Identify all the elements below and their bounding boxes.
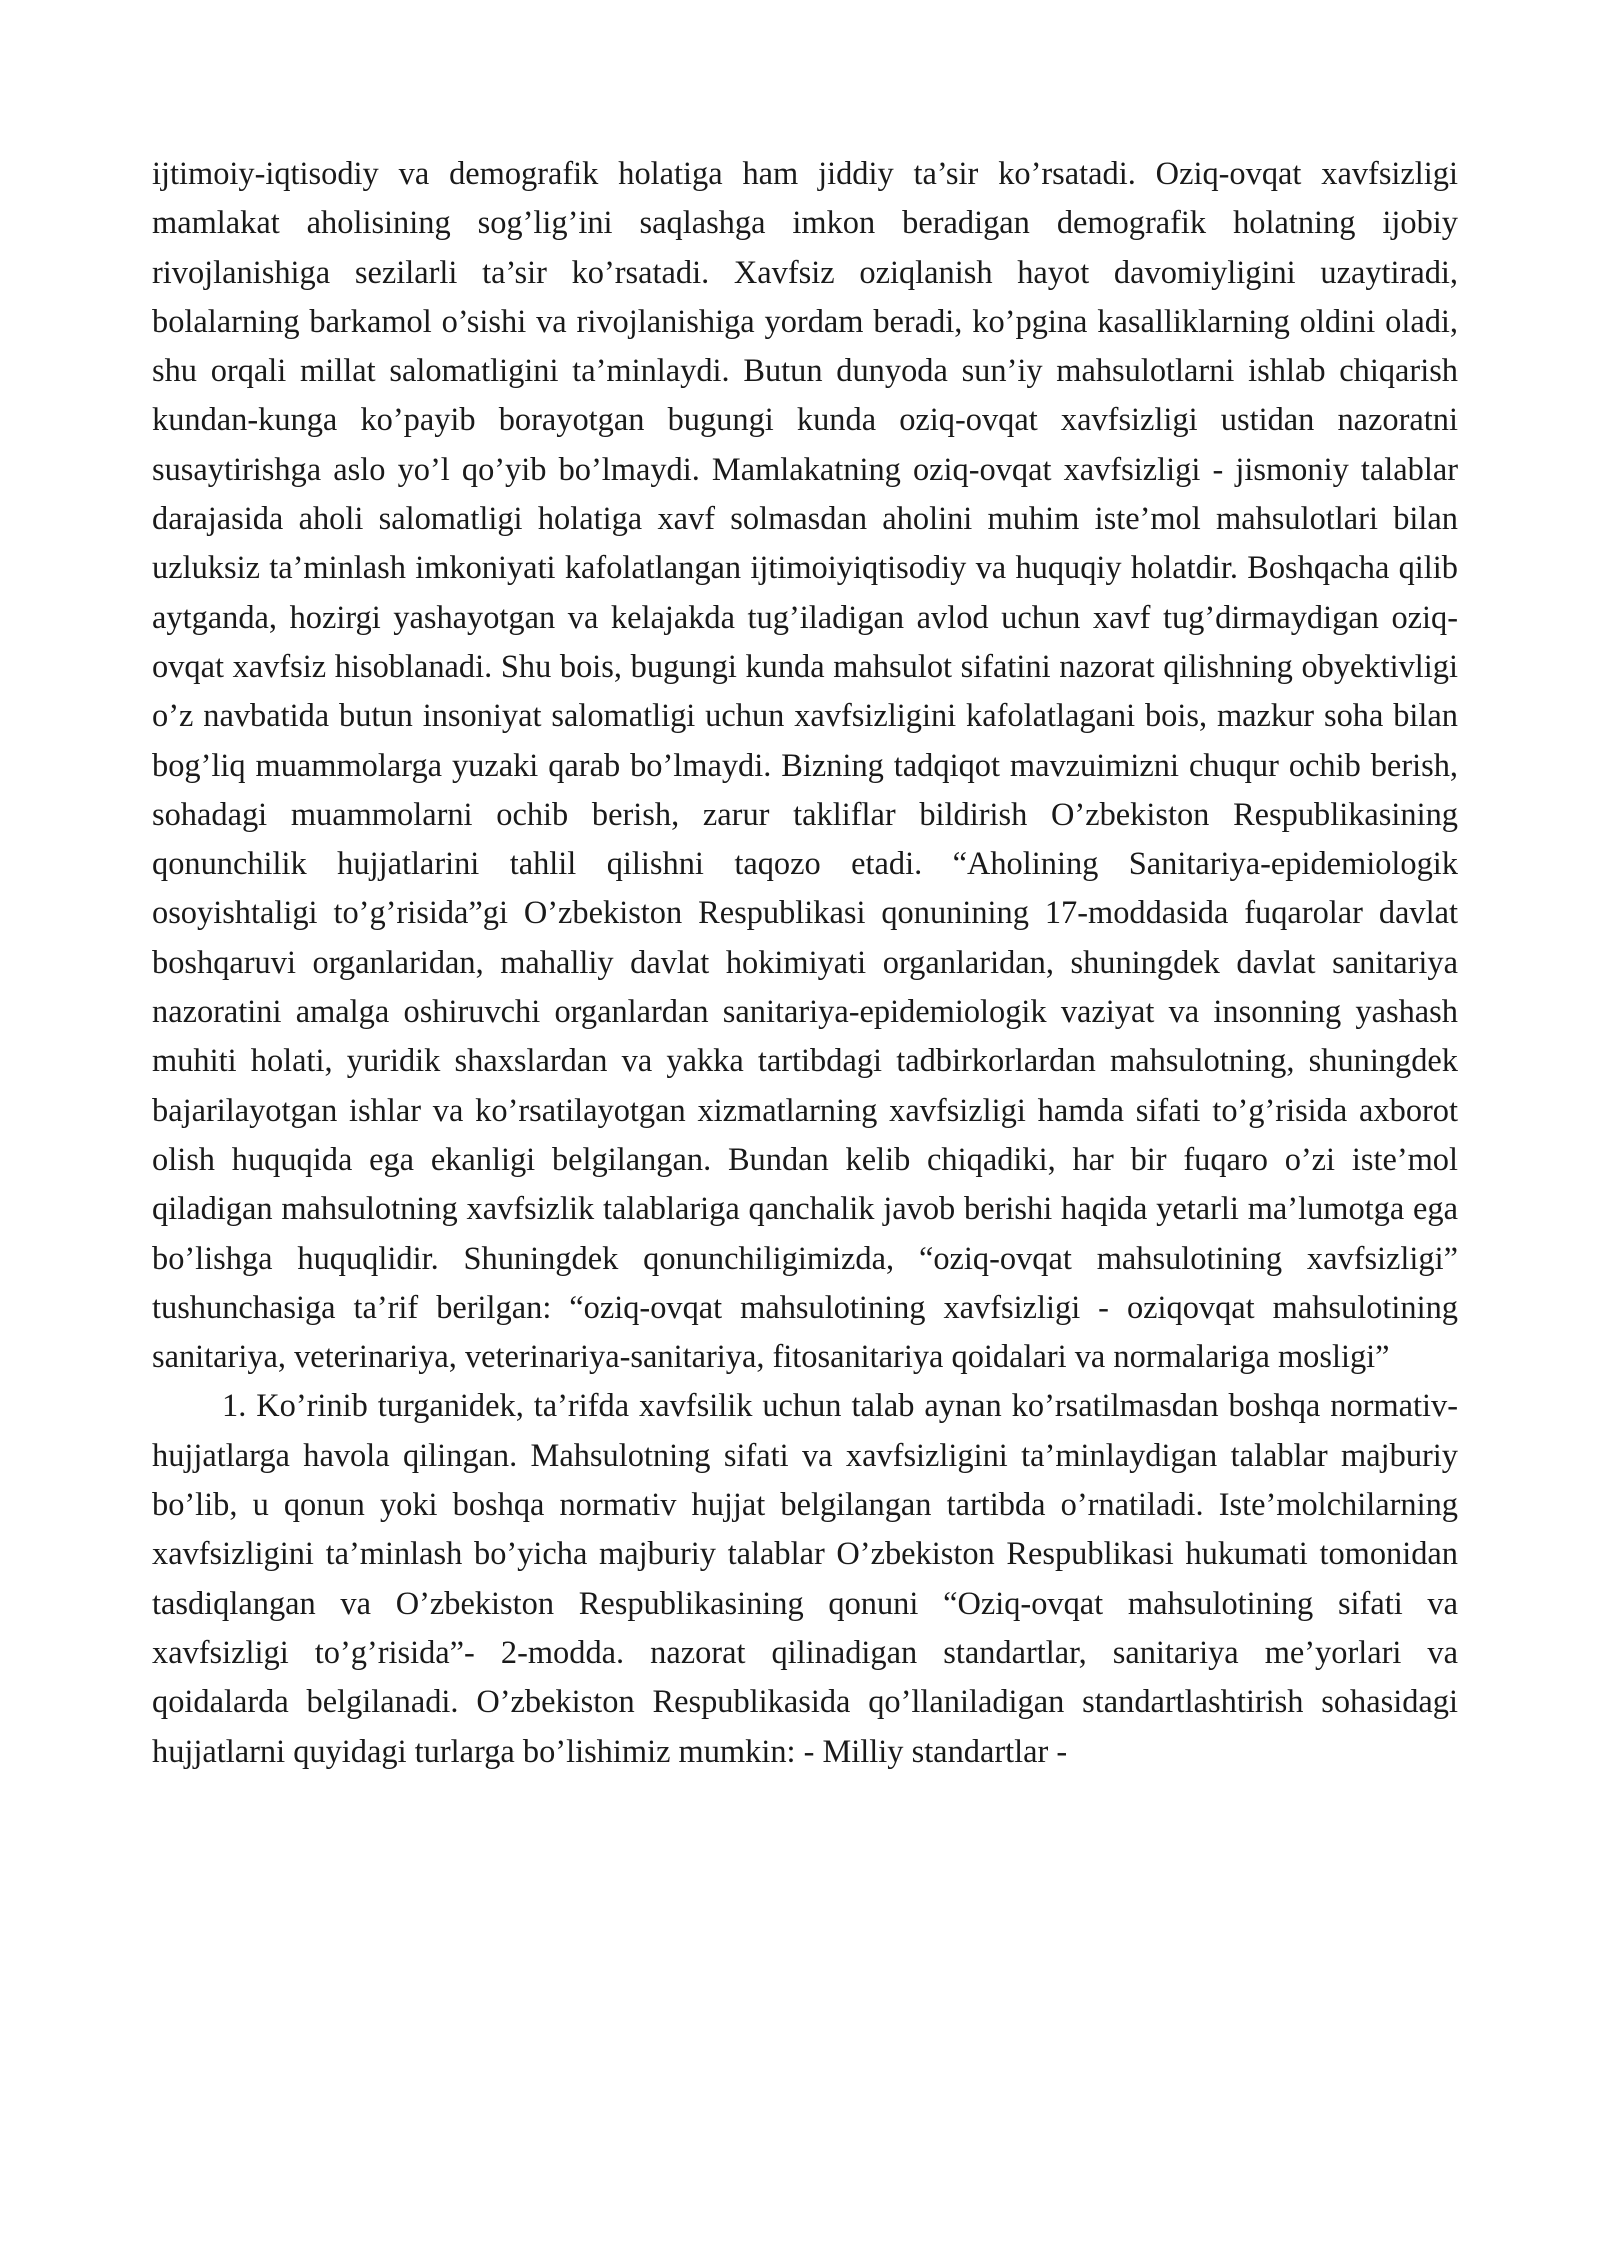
paragraph-numbered-1: 1. Ko’rinib turganidek, ta’rifda xavfsilik uchun talab aynan ko’rsatilmasdan boshqa normativ-hujjatlarga havola qilingan. Mahsulotning sifati va xavfsizligini ta’minlaydigan talablar majburiy bo’lib, u qonun yoki boshqa normativ hujjat belgilangan tartibda o’rnatiladi. Iste’molchilarning xavfsizligini ta’minlash bo’yicha majburiy talablar O’zbekiston Respublikasi hukumati tomonidan tasdiqlangan va O’zbekiston Respublikasining qonuni “Oziq-ovqat mahsulotining sifati va xavfsizligi to’g’risida”- 2-modda. nazorat qilinadigan standartlar, sanitariya me’yorlari va qoidalarda belgilanadi. O’zbekiston Respublikasida qo’llaniladigan standartlashtirish sohasidagi hujjatlarni quyidagi turlarga bo’lishimiz mumkin: - Milliy standartlar - <box>152 1388 1458 1770</box>
document-page <box>152 150 1458 1777</box>
paragraph-main: ijtimoiy-iqtisodiy va demografik holatiga ham jiddiy ta’sir ko’rsatadi. Oziq-ovqat xavfsizligi mamlakat aholisining sog’lig’ini saqlashga imkon beradigan demografik holatning ijobiy rivojlanishiga sezilarli ta’sir ko’rsatadi. Xavfsiz oziqlanish hayot davomiyligini uzaytiradi, bolalarning barkamol o’sishi va rivojlanishiga yordam beradi, ko’pgina kasalliklarning oldini oladi, shu orqali millat salomatligini ta’minlaydi. Butun dunyoda sun’iy mahsulotlarni ishlab chiqarish kundan-kunga ko’payib borayotgan bugungi kunda oziq-ovqat xavfsizligi ustidan nazoratni susaytirishga aslo yo’l qo’yib bo’lmaydi. Mamlakatning oziq-ovqat xavfsizligi - jismoniy talablar darajasida aholi salomatligi holatiga xavf solmasdan aholini muhim iste’mol mahsulotlari bilan uzluksiz ta’minlash imkoniyati kafolatlangan ijtimoiyiqtisodiy va huquqiy holatdir. Boshqacha qilib aytganda, hozirgi yashayotgan va kelajakda tug’iladigan avlod uchun xavf tug’dirmaydigan oziq-ovqat xavfsiz hisoblanadi. Shu bois, bugungi kunda mahsulot sifatini nazorat qilishning obyektivligi o’z navbatida butun insoniyat salomatligi uchun xavfsizligini kafolatlagani bois, mazkur soha bilan bog’liq muammolarga yuzaki qarab bo’lmaydi. Bizning tadqiqot mavzuimizni chuqur ochib berish, sohadagi muammolarni ochib berish, zarur takliflar bildirish O’zbekiston Respublikasining qonunchilik hujjatlarini tahlil qilishni taqozo etadi. “Aholining Sanitariya-epidemiologik osoyishtaligi to’g’risida”gi O’zbekiston Respublikasi qonunining 17-moddasida fuqarolar davlat boshqaruvi organlaridan, mahalliy davlat hokimiyati organlaridan, shuningdek davlat sanitariya nazoratini amalga oshiruvchi organlardan sanitariya-epidemiologik vaziyat va insonning yashash muhiti holati, yuridik shaxslardan va yakka tartibdagi tadbirkorlardan mahsulotning, shuningdek bajarilayotgan ishlar va ko’rsatilayotgan xizmatlarning xavfsizligi hamda sifati to’g’risida axborot olish huquqida ega ekanligi belgilangan. Bundan kelib chiqadiki, har bir fuqaro o’zi iste’mol qiladigan mahsulotning xavfsizlik talablariga qanchalik javob berishi haqida yetarli ma’lumotga ega bo’lishga huquqlidir. Shuningdek qonunchiligimizda, “oziq-ovqat mahsulotining xavfsizligi” tushunchasiga ta’rif berilgan: “oziq-ovqat mahsulotining xavfsizligi - oziqovqat mahsulotining sanitariya, veterinariya, veterinariya-sanitariya, fitosanitariya qoidalari va normalariga mosligi” <box>152 156 1458 1376</box>
